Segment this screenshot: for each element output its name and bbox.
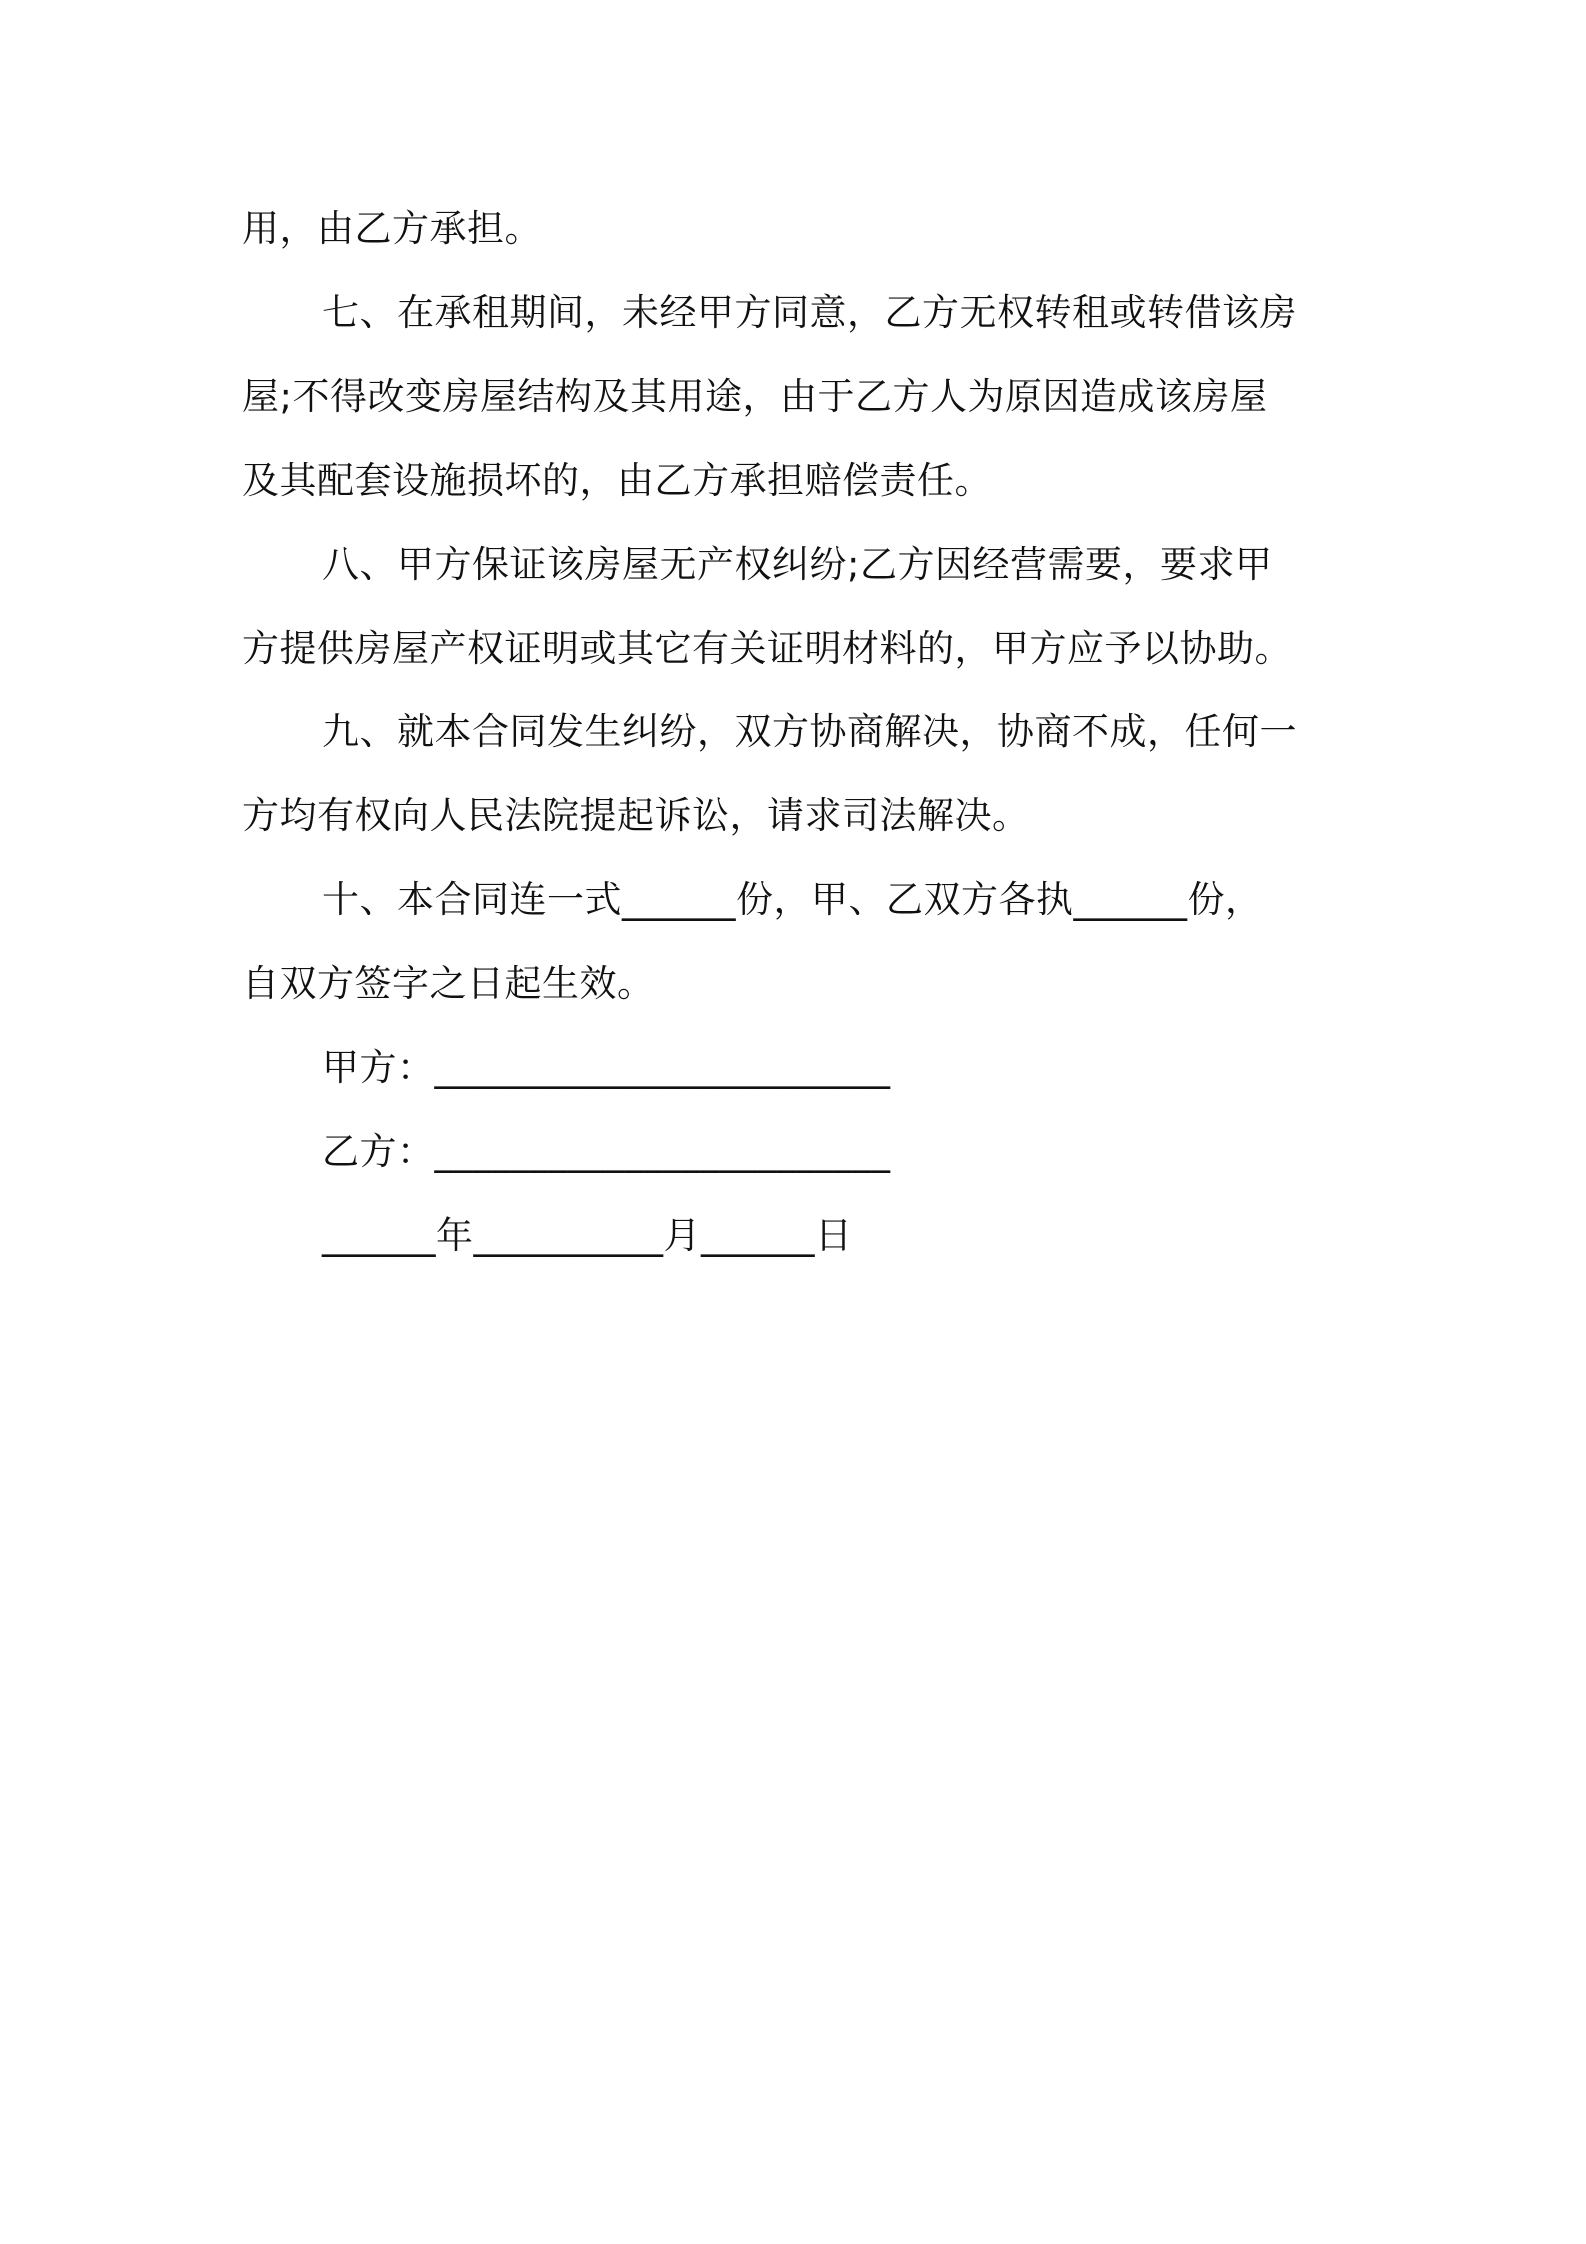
party-b-signature-line: 乙方：________________________ <box>322 1130 891 1173</box>
clause-8-line-2: 方提供房屋产权证明或其它有关证明材料的，甲方应予以协助。 <box>242 627 1292 670</box>
clause-6-continuation: 用，由乙方承担。 <box>242 207 542 250</box>
clause-7-line-3: 及其配套设施损坏的，由乙方承担赔偿责任。 <box>242 459 992 502</box>
clause-9-line-1: 九、就本合同发生纠纷，双方协商解决，协商不成，任何一 <box>322 710 1297 753</box>
date-line: ______年__________月______日 <box>322 1214 853 1257</box>
clause-9-line-2: 方均有权向人民法院提起诉讼，请求司法解决。 <box>242 794 1030 837</box>
clause-7-line-2: 屋;不得改变房屋结构及其用途，由于乙方人为原因造成该房屋 <box>242 375 1268 418</box>
party-a-signature-line: 甲方：________________________ <box>322 1046 891 1089</box>
clause-10-line-2: 自双方签字之日起生效。 <box>242 962 655 1005</box>
clause-8-line-1: 八、甲方保证该房屋无产权纠纷;乙方因经营需要，要求甲 <box>322 543 1273 586</box>
clause-10-line-1: 十、本合同连一式______份，甲、乙双方各执______份， <box>322 878 1263 921</box>
clause-7-line-1: 七、在承租期间，未经甲方同意，乙方无权转租或转借该房 <box>322 291 1297 334</box>
